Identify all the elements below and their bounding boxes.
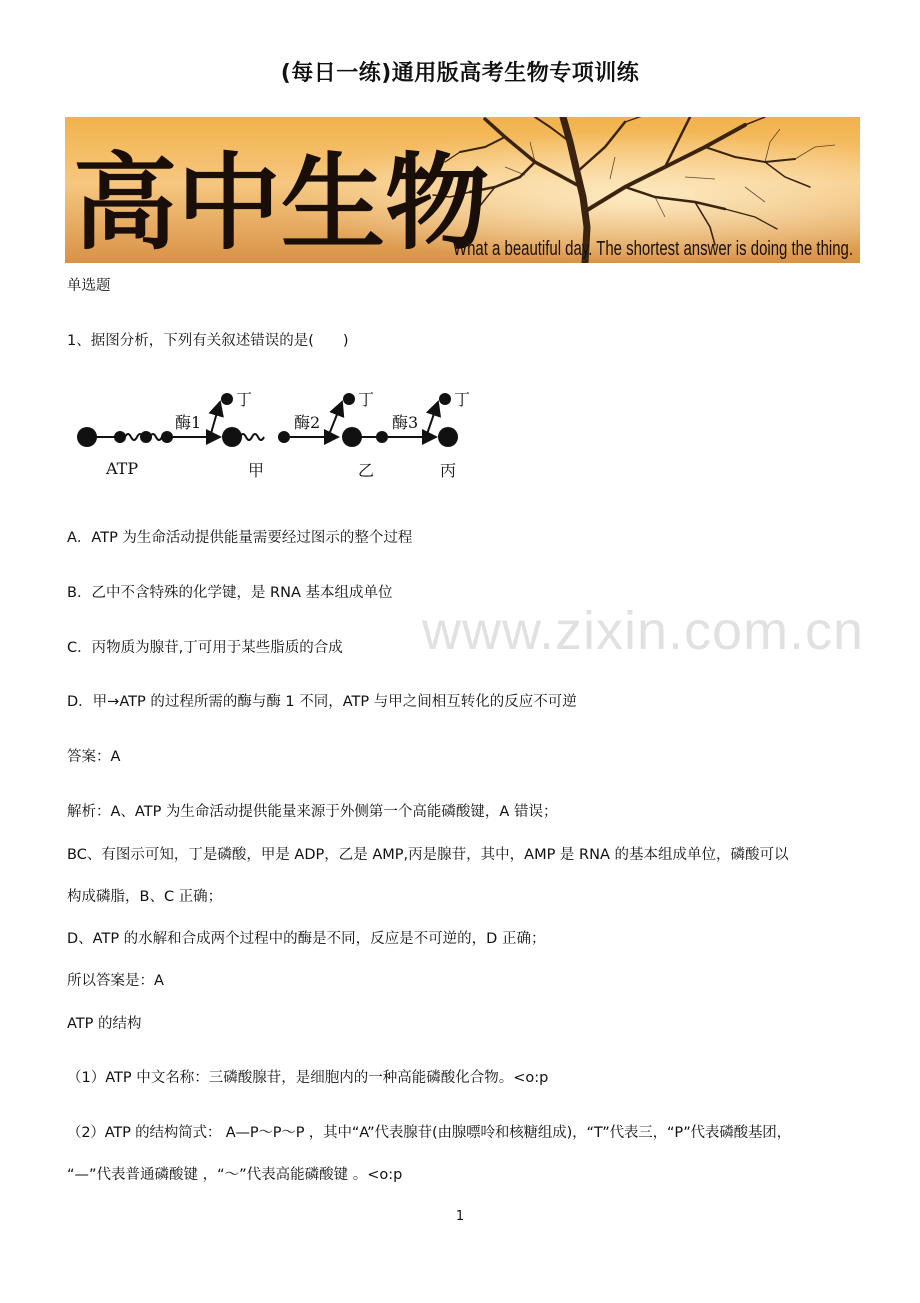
- ribose-circle: [342, 427, 362, 447]
- banner-heading: 高中生物: [73, 141, 490, 263]
- analysis-line: 解析：A、ATP 为生命活动提供能量来源于外侧第一个高能磷酸键，A 错误；: [67, 804, 558, 820]
- analysis-line: “—”代表普通磷酸键 ，“～”代表高能磷酸键 。<o:p: [67, 1167, 403, 1183]
- ding-label-2: 丁: [358, 390, 375, 409]
- phosphate-circle: [343, 393, 355, 405]
- page-title: (每日一练)通用版高考生物专项训练: [280, 61, 640, 86]
- ding-label-3: 丁: [454, 390, 471, 409]
- enzyme-label-1: 酶1: [175, 413, 202, 432]
- banner-image: [65, 117, 860, 263]
- question-text: 1、据图分析，下列有关叙述错误的是( ): [67, 333, 349, 349]
- phosphate-circle: [278, 431, 290, 443]
- enzyme-label-3: 酶3: [392, 413, 419, 432]
- analysis-line: ATP 的结构: [67, 1016, 142, 1032]
- analysis-line: BC、有图示可知，丁是磷酸，甲是 ADP，乙是 AMP,丙是腺苷，其中，AMP 是 RNA 的基本组成单位，磷酸可以: [67, 847, 789, 863]
- ribose-circle: [438, 427, 458, 447]
- phosphate-circle: [376, 431, 388, 443]
- phosphate-circle: [114, 431, 126, 443]
- option-b: B．乙中不含特殊的化学键，是 RNA 基本组成单位: [67, 585, 393, 601]
- analysis-line: 所以答案是：A: [67, 973, 164, 989]
- analysis-line: （2）ATP 的结构简式： A—P～P～P ，其中“A”代表腺苷(由腺嘌呤和核糖组成)，“T”代表三，“P”代表磷酸基团，: [67, 1125, 792, 1141]
- page-number: 1: [455, 1209, 465, 1224]
- phosphate-circle: [161, 431, 173, 443]
- ribose-circle: [77, 427, 97, 447]
- analysis-line: （1）ATP 中文名称：三磷酸腺苷，是细胞内的一种高能磷酸化合物。<o:p: [67, 1070, 549, 1086]
- yi-label: 乙: [358, 461, 375, 480]
- enzyme-label-2: 酶2: [294, 413, 321, 432]
- section-heading: 单选题: [67, 278, 111, 294]
- phosphate-circle: [221, 393, 233, 405]
- ding-label-1: 丁: [236, 390, 253, 409]
- bing-label: 丙: [440, 461, 457, 480]
- watermark: www.zixin.com.cn: [422, 601, 865, 661]
- atp-label: ATP: [106, 459, 139, 478]
- banner-slogan: What a beautiful day. The shortest answer is doing the thing.: [453, 238, 853, 260]
- analysis-line: D、ATP 的水解和合成两个过程中的酶是不同，反应是不可逆的，D 正确；: [67, 931, 546, 947]
- phosphate-circle: [140, 431, 152, 443]
- ribose-circle: [222, 427, 242, 447]
- phosphate-circle: [439, 393, 451, 405]
- option-d: D．甲→ATP 的过程所需的酶与酶 1 不同，ATP 与甲之间相互转化的反应不可逆: [67, 694, 577, 710]
- atp-hydrolysis-diagram: [70, 380, 490, 490]
- analysis-line: 构成磷脂，B、C 正确；: [67, 889, 223, 905]
- answer-text: 答案：A: [67, 749, 121, 765]
- option-c: C．丙物质为腺苷,丁可用于某些脂质的合成: [67, 640, 343, 656]
- option-a: A．ATP 为生命活动提供能量需要经过图示的整个过程: [67, 530, 413, 546]
- jia-label: 甲: [248, 461, 265, 480]
